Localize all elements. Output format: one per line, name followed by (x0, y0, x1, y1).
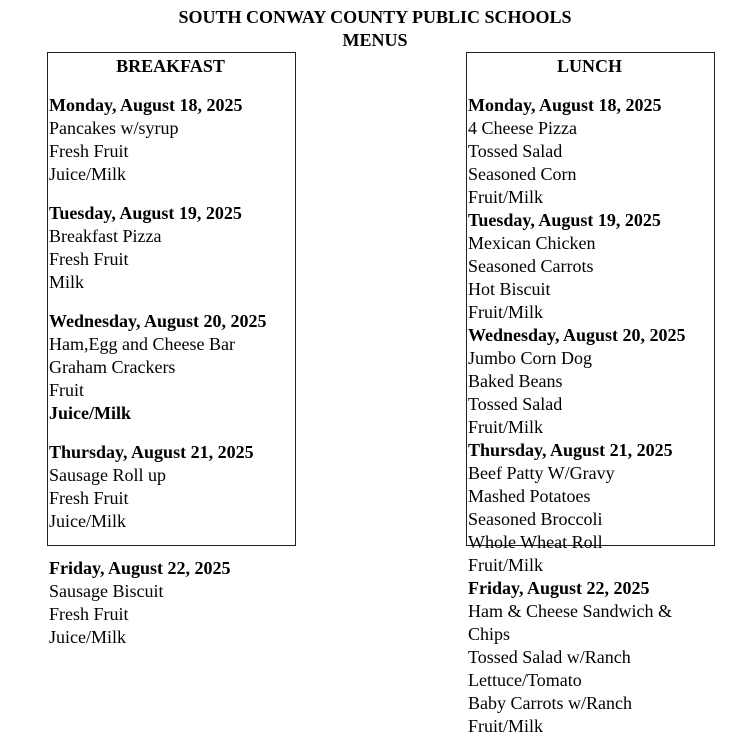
menu-item: Fruit (49, 380, 85, 400)
menu-item: Tossed Salad (468, 394, 563, 414)
menu-item: Seasoned Corn (468, 164, 577, 184)
menu-item: Jumbo Corn Dog (468, 348, 593, 368)
lunch-header: LUNCH (556, 56, 622, 76)
lunch-day-wednesday: Wednesday, August 20, 2025 (468, 325, 686, 345)
menu-item: Beef Patty W/Gravy (468, 463, 615, 483)
spacer (49, 186, 292, 202)
breakfast-day-tuesday: Tuesday, August 19, 2025 (49, 203, 242, 223)
menu-item: Juice/Milk (49, 164, 126, 184)
breakfast-day-wednesday: Wednesday, August 20, 2025 (49, 311, 267, 331)
menu-item: 4 Cheese Pizza (468, 118, 577, 138)
menu-item: Fruit/Milk (468, 716, 544, 736)
document-subtitle: MENUS (342, 30, 408, 50)
breakfast-day-thursday: Thursday, August 21, 2025 (49, 442, 254, 462)
breakfast-header: BREAKFAST (116, 56, 225, 76)
breakfast-day-friday: Friday, August 22, 2025 (49, 558, 231, 578)
menu-item: Juice/Milk (49, 511, 126, 531)
menu-item: Fruit/Milk (468, 417, 544, 437)
menu-item: Baked Beans (468, 371, 563, 391)
lunch-column (468, 55, 711, 738)
menu-item: Breakfast Pizza (49, 226, 162, 246)
menu-item: Milk (49, 272, 85, 292)
menu-item: Whole Wheat Roll (468, 532, 603, 552)
menu-item: Graham Crackers (49, 357, 176, 377)
menu-item: Chips (468, 624, 511, 644)
menu-item: Hot Biscuit (468, 279, 551, 299)
lunch-day-monday: Monday, August 18, 2025 (468, 95, 662, 115)
menu-item: Fruit/Milk (468, 302, 544, 322)
menu-item: Fresh Fruit (49, 249, 129, 269)
menu-item: Juice/Milk (49, 627, 126, 647)
lunch-day-tuesday: Tuesday, August 19, 2025 (468, 210, 661, 230)
menu-item: Mashed Potatoes (468, 486, 591, 506)
menu-item: Fresh Fruit (49, 488, 129, 508)
menu-item: Fresh Fruit (49, 141, 129, 161)
spacer (49, 294, 292, 310)
document-title: SOUTH CONWAY COUNTY PUBLIC SCHOOLS (178, 7, 572, 27)
menu-item: Sausage Biscuit (49, 581, 164, 601)
breakfast-column (49, 55, 292, 649)
menu-item: Seasoned Carrots (468, 256, 594, 276)
menu-item: Fresh Fruit (49, 604, 129, 624)
menu-item: Baby Carrots w/Ranch (468, 693, 632, 713)
menu-item: Fruit/Milk (468, 187, 544, 207)
menu-item: Lettuce/Tomato (468, 670, 582, 690)
menu-item: Pancakes w/syrup (49, 118, 179, 138)
menu-item: Ham & Cheese Sandwich & (468, 601, 672, 621)
spacer (468, 78, 711, 94)
spacer (49, 425, 292, 441)
spacer (49, 533, 292, 557)
breakfast-day-monday: Monday, August 18, 2025 (49, 95, 243, 115)
menu-item: Mexican Chicken (468, 233, 596, 253)
menu-item: Tossed Salad (468, 141, 563, 161)
lunch-day-friday: Friday, August 22, 2025 (468, 578, 650, 598)
spacer (49, 78, 292, 94)
menu-item: Sausage Roll up (49, 465, 166, 485)
menu-item: Fruit/Milk (468, 555, 544, 575)
menu-item: Juice/Milk (49, 403, 131, 423)
lunch-day-thursday: Thursday, August 21, 2025 (468, 440, 673, 460)
menu-item: Seasoned Broccoli (468, 509, 603, 529)
menu-item: Tossed Salad w/Ranch (468, 647, 631, 667)
menu-item: Ham,Egg and Cheese Bar (49, 334, 235, 354)
